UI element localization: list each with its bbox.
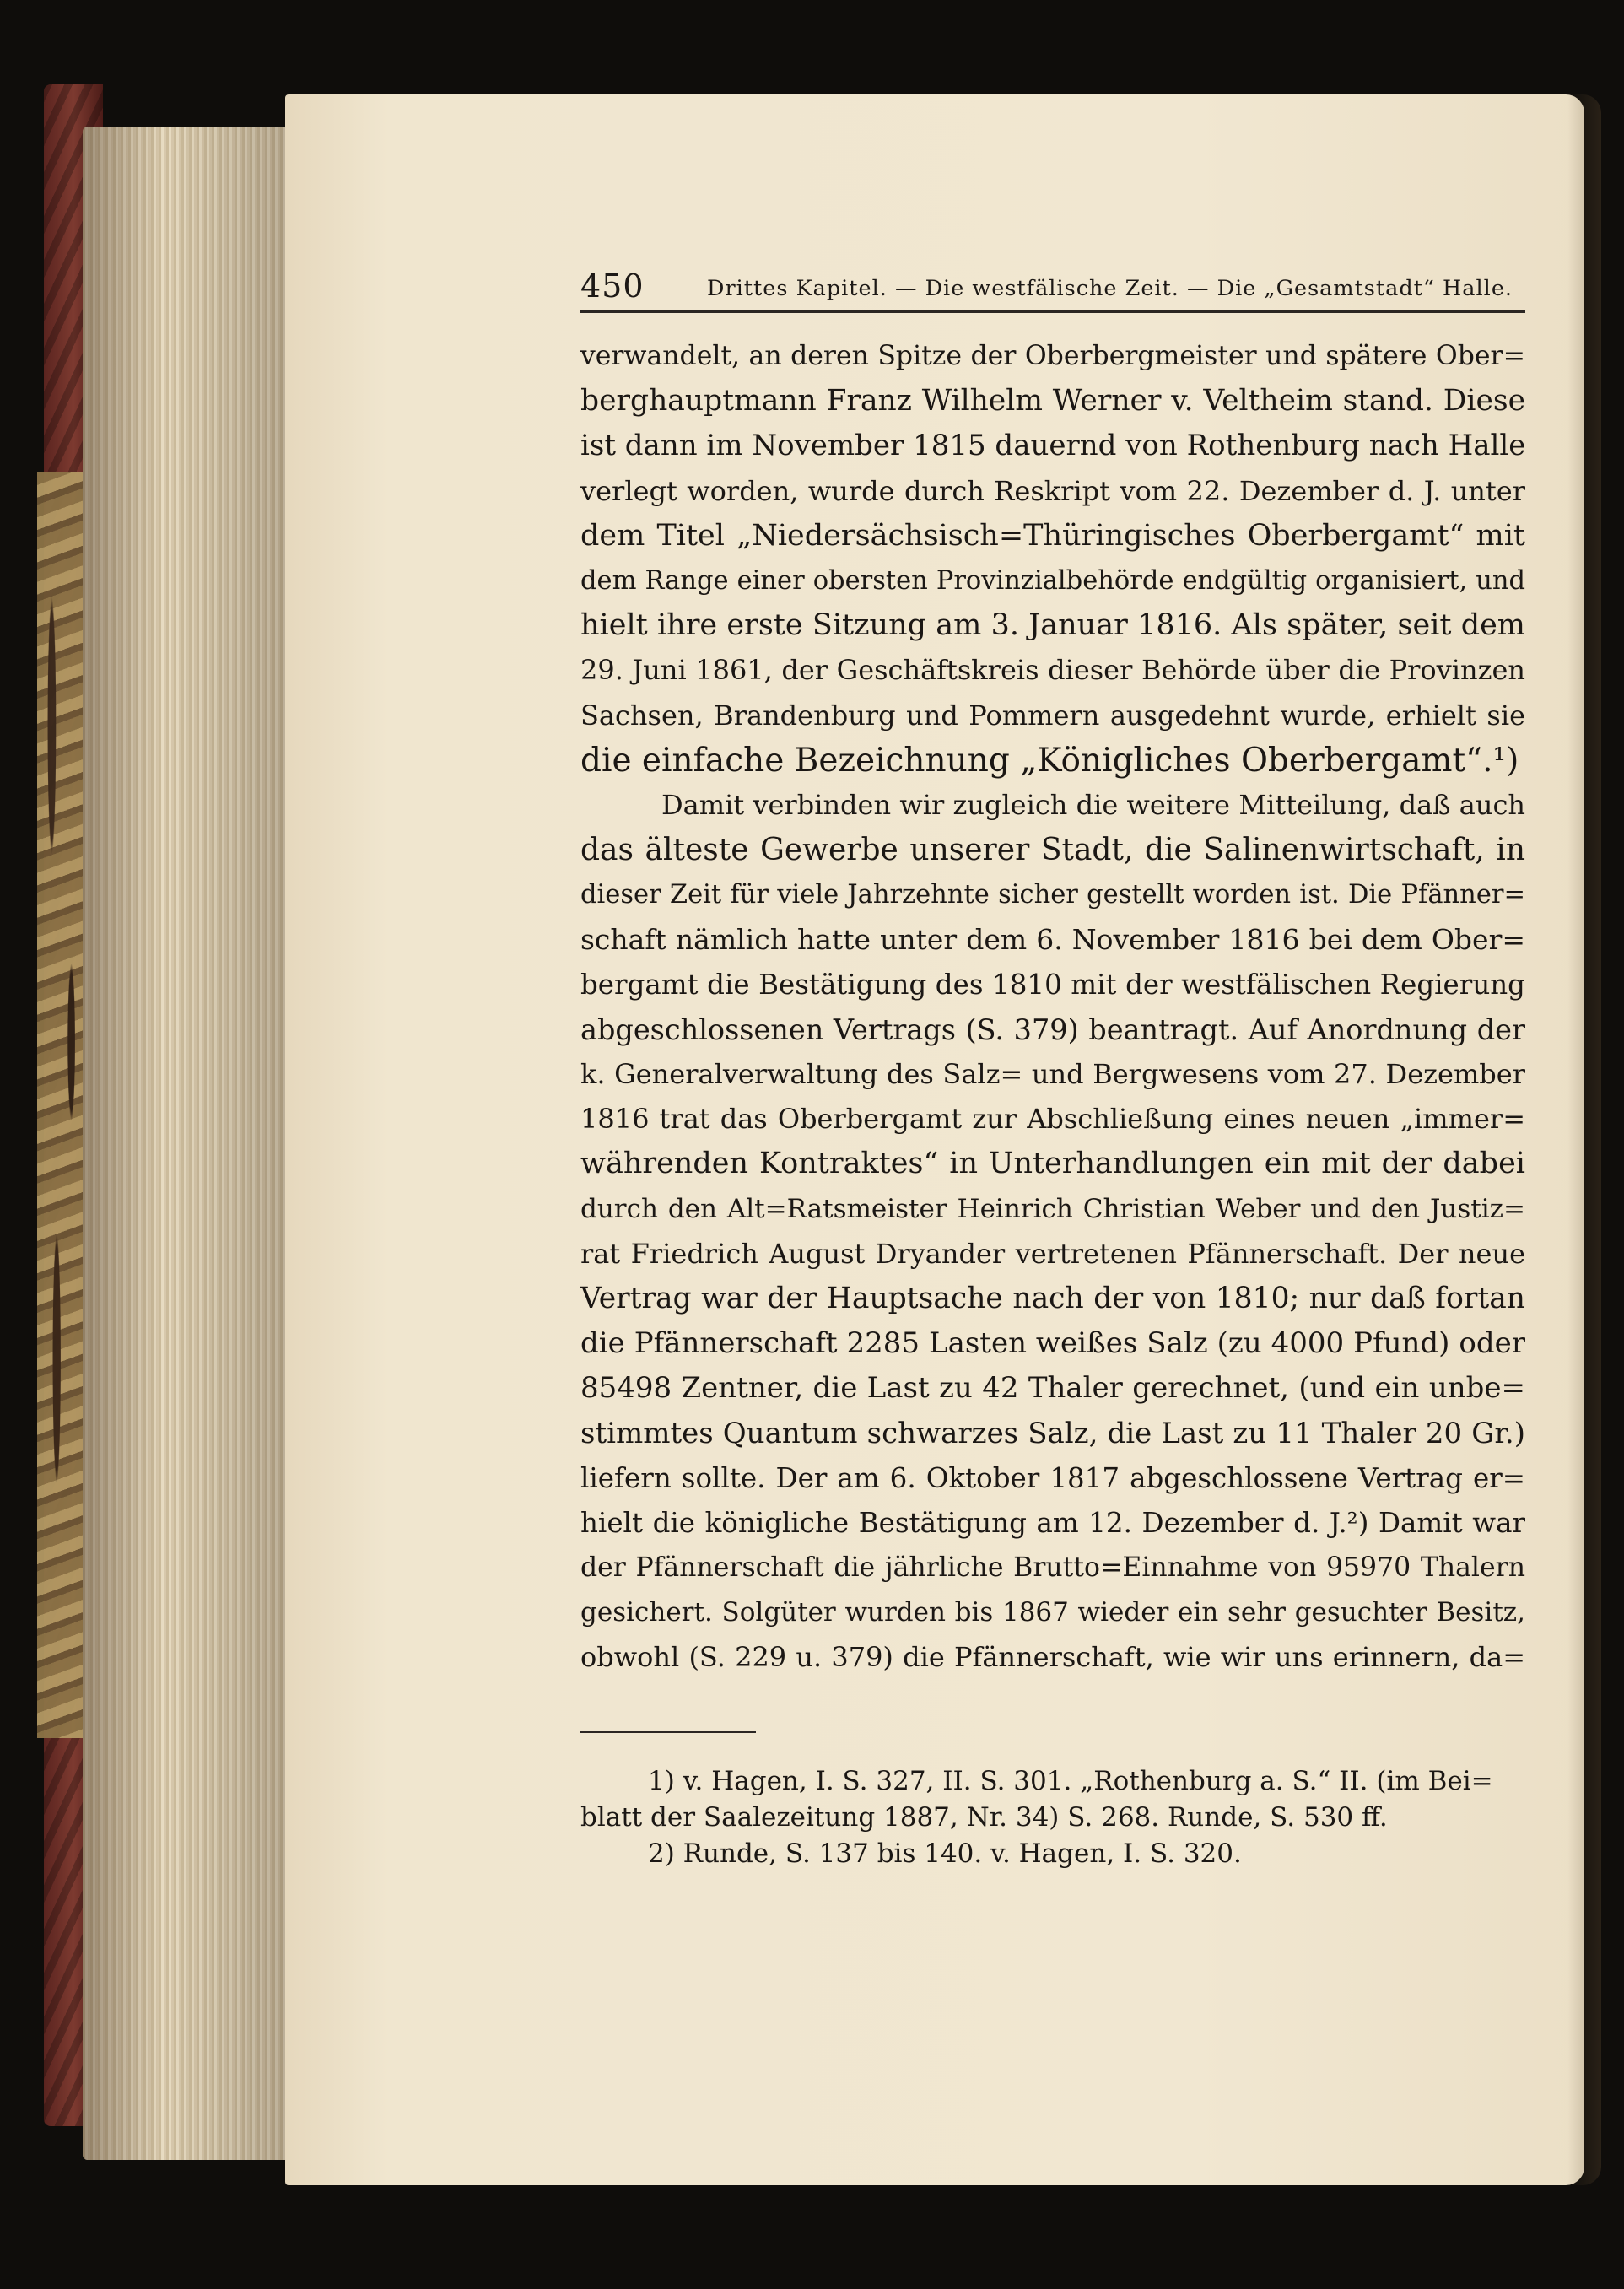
text-line: k. Generalverwaltung des Salz= und Bergwesens vom 27. Dezember: [580, 1058, 1525, 1090]
text-line: verwandelt, an deren Spitze der Oberbergmeister und spätere Ober=: [580, 341, 1525, 371]
page-right-shadow: [1567, 94, 1601, 2185]
running-head: [580, 265, 1525, 313]
text-line: dem Range einer obersten Provinzialbehörde endgültig organisiert, und: [580, 565, 1525, 596]
running-head-title: Drittes Kapitel. — Die westfälische Zeit. — Die „Gesamtstadt“ Halle.: [707, 276, 1513, 301]
text-line: liefern sollte. Der am 6. Oktober 1817 abgeschlossene Vertrag er=: [580, 1461, 1525, 1494]
marbled-cover-paper: [37, 472, 86, 1738]
text-line: durch den Alt=Ratsmeister Heinrich Christian Weber und den Justiz=: [580, 1193, 1525, 1224]
text-line: 29. Juni 1861, der Geschäftskreis dieser Behörde über die Provinzen: [580, 654, 1525, 687]
text-line: ist dann im November 1815 dauernd von Rothenburg nach Halle: [580, 429, 1525, 463]
text-line: Damit verbinden wir zugleich die weitere Mitteilung, daß auch: [661, 788, 1525, 821]
text-line: hielt die königliche Bestätigung am 12. Dezember d. J.²) Damit war: [580, 1506, 1525, 1539]
text-line: gesichert. Solgüter wurden bis 1867 wieder ein sehr gesuchter Besitz,: [580, 1597, 1525, 1628]
text-line: die Pfännerschaft 2285 Lasten weißes Salz (zu 4000 Pfund) oder: [580, 1326, 1525, 1361]
text-line: 85498 Zentner, die Last zu 42 Thaler gerechnet, (und ein unbe=: [580, 1371, 1525, 1406]
page-number: 450: [580, 267, 645, 305]
footnote-line: 2) Runde, S. 137 bis 140. v. Hagen, I. S. 320.: [648, 1838, 1242, 1869]
text-line: die einfache Bezeichnung „Königliches Oberbergamt“.¹): [580, 741, 1519, 780]
text-line: Sachsen, Brandenburg und Pommern ausgedehnt wurde, erhielt sie: [580, 699, 1525, 732]
footnote-line: 1) v. Hagen, I. S. 327, II. S. 301. „Rothenburg a. S.“ II. (im Bei=: [648, 1766, 1493, 1796]
body-text: [580, 334, 1525, 1681]
text-line: Vertrag war der Hauptsache nach der von 1810; nur daß fortan: [580, 1281, 1525, 1315]
text-line: hielt ihre erste Sitzung am 3. Januar 1816. Als später, seit dem: [580, 608, 1525, 643]
footnotes: [580, 1763, 1525, 1872]
text-line: dieser Zeit für viele Jahrzehnte sicher gestellt worden ist. Die Pfänner=: [580, 880, 1525, 910]
text-line: stimmtes Quantum schwarzes Salz, die Last zu 11 Thaler 20 Gr.): [580, 1416, 1525, 1450]
text-line: währenden Kontraktes“ in Unterhandlungen ein mit der dabei: [580, 1147, 1525, 1181]
footnote-line: blatt der Saalezeitung 1887, Nr. 34) S. 268. Runde, S. 530 ff.: [580, 1802, 1388, 1833]
text-line: berghauptmann Franz Wilhelm Werner v. Veltheim stand. Diese: [580, 384, 1525, 418]
text-line: 1816 trat das Oberbergamt zur Abschließung eines neuen „immer=: [580, 1103, 1525, 1136]
text-line: schaft nämlich hatte unter dem 6. November 1816 bei dem Ober=: [580, 923, 1525, 957]
text-line: verlegt worden, wurde durch Reskript vom 22. Dezember d. J. unter: [580, 474, 1525, 507]
text-line: bergamt die Bestätigung des 1810 mit der westfälischen Regierung: [580, 968, 1525, 1001]
text-line: rat Friedrich August Dryander vertretenen Pfännerschaft. Der neue: [580, 1237, 1525, 1270]
text-line: der Pfännerschaft die jährliche Brutto=Einnahme von 95970 Thalern: [580, 1552, 1525, 1584]
text-line: dem Titel „Niedersächsisch=Thüringisches Oberbergamt“ mit: [580, 518, 1525, 553]
text-line: das älteste Gewerbe unserer Stadt, die Salinenwirtschaft, in: [580, 833, 1525, 868]
text-line: obwohl (S. 229 u. 379) die Pfännerschaft, wie wir uns erinnern, da=: [580, 1641, 1525, 1674]
footnote-rule: [580, 1731, 756, 1733]
page-edges-shadow: [83, 127, 285, 2160]
text-line: abgeschlossenen Vertrags (S. 379) beantragt. Auf Anordnung der: [580, 1012, 1525, 1046]
